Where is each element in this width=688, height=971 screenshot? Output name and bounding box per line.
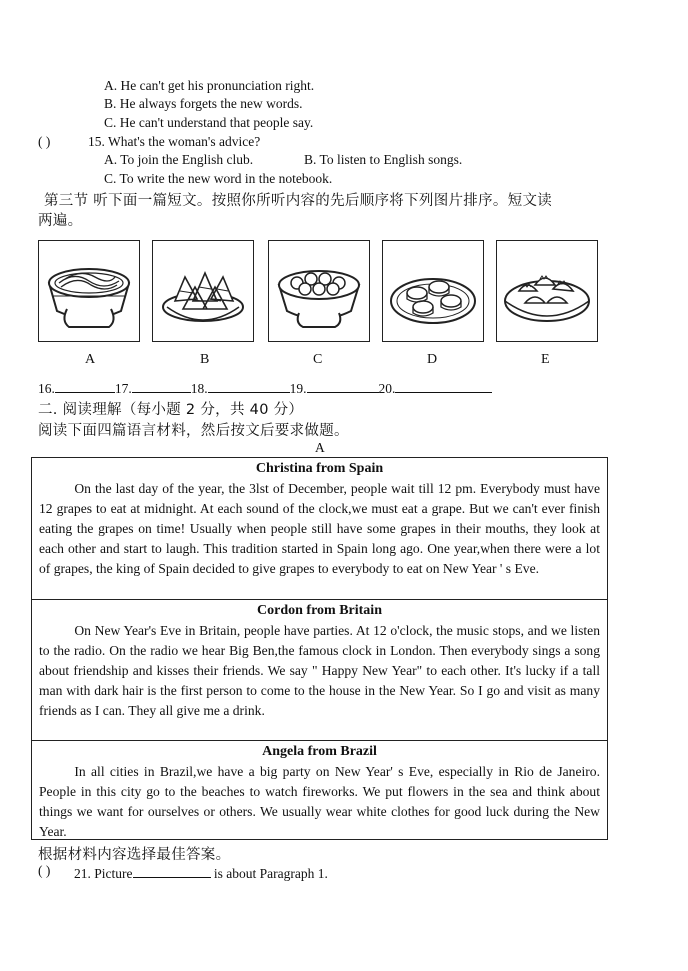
picture-label-a: A — [85, 352, 96, 367]
answer-blank-19[interactable] — [307, 378, 379, 393]
reading-instruction: 阅读下面四篇语言材料，然后按文后要求做题。 — [38, 423, 349, 439]
section-britain — [32, 600, 607, 741]
q15-option-b: B. To listen to English songs. — [304, 152, 463, 167]
picture-label-c: C — [313, 352, 323, 367]
section-text: On New Year's Eve in Britain, people have parties. At 12 o'clock, the music stops, and we listen to the radio. On the radio we hear Big Ben,the famous clock in London. Then everybody sings a song about friendship and kisses their friends. We say " Happy New Year" to each other. It's lucky if a tall man with dark hair is the first person to come to the house in the New Year. So I go and visit as many friends as I can. They all give me a drink. — [39, 623, 600, 718]
section-title: Christina from Spain — [255, 461, 384, 476]
picture-label-d: D — [427, 352, 438, 367]
dumpling-plate-icon — [496, 240, 598, 342]
q14-option-c: C. He can't understand that people say. — [104, 115, 314, 130]
section-text: On the last day of the year, the 3lst of December, people wait till 12 pm. Everybody must have 12 grapes to eat at midnight. At each sound of the clock,we must eat a grape. But we can't ever finish eating the grapes on time! Usually when people still have some grapes in their mouths, they look at each other and start to laugh. This tradition started in Spain long ago. One year,when there were a lot of grapes, the king of Spain decided to give grapes to everybody to eat on New Year ' s Eve. — [39, 481, 600, 576]
mooncake-plate-icon — [382, 240, 484, 342]
zongzi-plate-icon — [152, 240, 254, 342]
answer-number-17: 17. — [114, 381, 132, 396]
q14-option-a: A. He can't get his pronunciation right. — [104, 78, 315, 93]
q21-blank[interactable] — [133, 863, 211, 878]
reading-heading: 二. 阅读理解（每小题 2 分，共 40 分） — [38, 402, 304, 418]
q15-option-a: A. To join the English club. — [104, 152, 254, 167]
answer-number-18: 18. — [190, 381, 208, 396]
section-spain — [32, 458, 607, 600]
section3-instruction: 第三节 听下面一篇短文。按照你所听内容的先后顺序将下列图片排序。短文读 — [44, 193, 553, 209]
q21-answer-paren[interactable]: ( ) — [38, 863, 51, 878]
q15-option-c: C. To write the new word in the notebook. — [104, 171, 333, 186]
section-brazil — [32, 741, 607, 841]
q21-question — [74, 863, 328, 882]
q15-question: 15. What's the woman's advice? — [88, 134, 261, 149]
noodle-bowl-icon — [38, 240, 140, 342]
tangyuan-bowl-icon — [268, 240, 370, 342]
answer-number-20: 20. — [378, 381, 396, 396]
passage-label: A — [315, 440, 325, 455]
answer-row — [38, 378, 492, 397]
section-title: Cordon from Britain — [257, 603, 382, 618]
answer-blank-20[interactable] — [395, 378, 492, 393]
section-title: Angela from Brazil — [262, 744, 377, 759]
section-text: In all cities in Brazil,we have a big party on New Year' s Eve, especially in Rio de Janeiro. People in this city go to the beaches to watch fireworks. We put flowers in the sea and think about things we want for ourselves or others. We usually wear white clothes for good luck during the New Year. — [39, 764, 600, 839]
answer-blank-17[interactable] — [132, 378, 191, 393]
q14-option-b: B. He always forgets the new words. — [104, 96, 303, 111]
answer-blank-16[interactable] — [55, 378, 115, 393]
answer-number-16: 16. — [38, 381, 55, 396]
section3-instruction-cont: 两遍。 — [38, 213, 83, 229]
q21-suffix: is about Paragraph 1. — [210, 866, 328, 881]
picture-label-e: E — [541, 352, 550, 367]
picture-label-b: B — [200, 352, 210, 367]
picture-row — [38, 240, 598, 345]
answer-blank-18[interactable] — [208, 378, 290, 393]
q15-answer-paren[interactable]: ( ) — [38, 134, 51, 149]
choose-instruction: 根据材料内容选择最佳答案。 — [38, 847, 231, 863]
q21-prefix: 21. Picture — [74, 866, 133, 881]
answer-number-19: 19. — [289, 381, 307, 396]
passage-box — [31, 457, 608, 840]
